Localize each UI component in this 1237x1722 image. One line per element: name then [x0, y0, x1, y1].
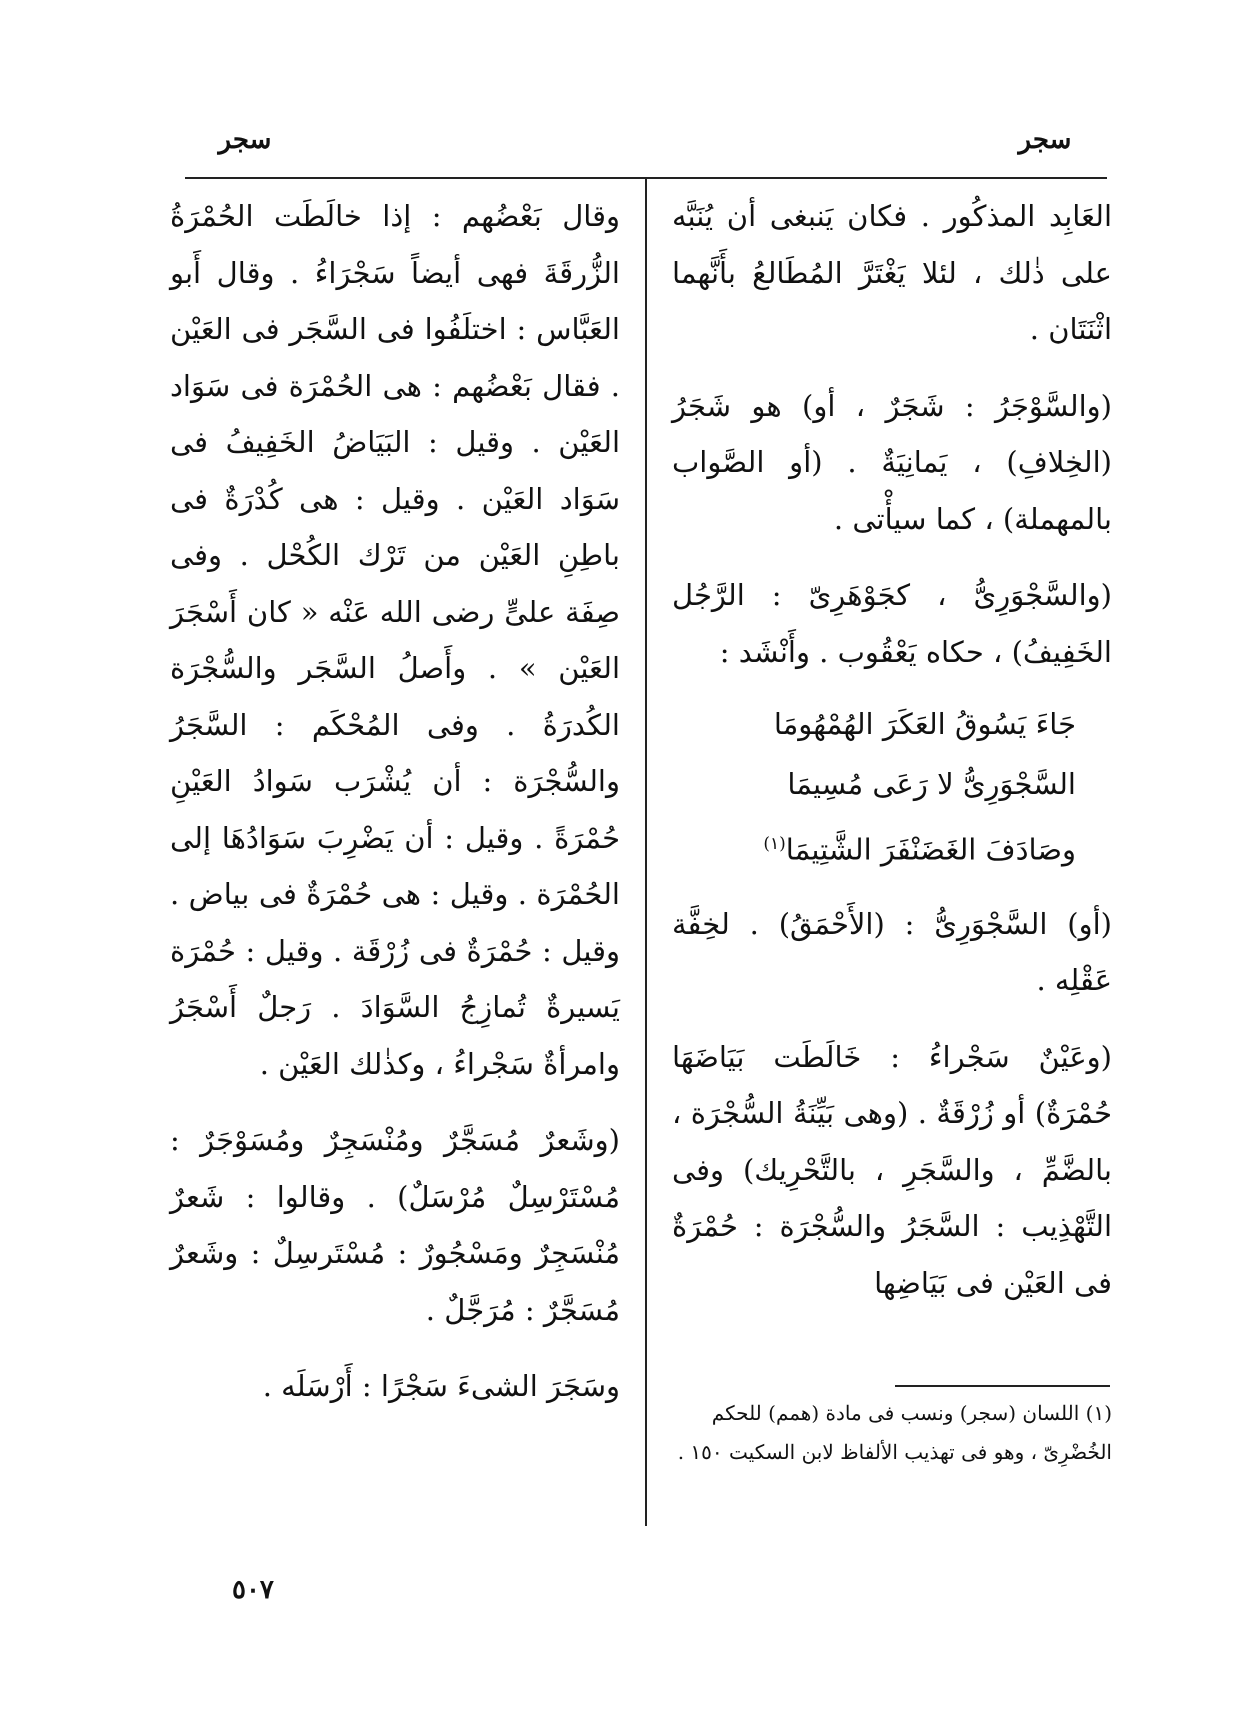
left-paragraph-2: (وشَعرٌ مُسَجَّرٌ ومُنْسَجِرٌ ومُسَوْجَرٌ : مُسْتَرْسِلٌ مُرْسَلٌ) . وقالوا : شَعرٌ مُنْسَجِرٌ ومَسْجُورٌ : مُسْتَرسِلٌ : وشَعرٌ مُسَجَّرٌ : مُرَجَّلٌ . [170, 1123, 620, 1327]
right-paragraph-3: (والسَّجْوَرِىُّ ، كجَوْهَرِىّ : الرَّجُل الخَفِيفُ) ، حكاه يَعْقُوب . وأَنْشَد : [672, 578, 1112, 669]
verse-line-3-text: وصَادَفَ الغَضَنْفَرَ الشَّتِيمَا [785, 832, 1076, 867]
footnote-rule [895, 1385, 1110, 1387]
left-paragraph-3: وسَجَرَ الشىءَ سَجْرًا : أَرْسَلَه . [262, 1369, 620, 1403]
right-paragraph-1: العَابِد المذكُور . فكان يَنبغى أن يُنَبَّه على ذٰلك ، لئلا يَغْتَرَّ المُطَالعُ بأَنَّهما اثْنَتَان . [672, 199, 1112, 346]
footnote: (١) اللسان (سجر) ونسب فى مادة (همم) للحكم الخُضْرِىّ ، وهو فى تهذيب الألفاظ لابن السكيت ١٥٠ . [677, 1401, 1112, 1464]
right-column [672, 188, 1112, 1311]
verse-line-1: جَاءَ يَسُوقُ العَكَرَ الهُمْهُومَا [773, 707, 1076, 741]
right-paragraph-5: (وعَيْنٌ سَجْراءُ : خَالَطَت بَيَاضَهَا حُمْرَةٌ) أو زُرْقَةٌ . (وهى بَيِّنَةُ السُّجْرَة ، بالضَّمِّ ، والسَّجَرِ ، بالتَّحْرِيك) وفى التَّهْذِيب : السَّجَرُ والسُّجْرَة : حُمْرَةٌ فى العَيْن فى بَيَاضِها [672, 1039, 1112, 1300]
right-paragraph-2: (والسَّوْجَرُ : شَجَرٌ ، أو) هو شَجَرُ (الخِلافِ) ، يَمانِيَةٌ . (أو الصَّواب بالمهملة) ، كما سيأْتى . [672, 388, 1112, 536]
running-head-right: سجر [1018, 125, 1072, 155]
right-paragraph-4: (أو) السَّجْوَرِىُّ : (الأَحْمَقُ) . لخِفَّة عَقْلِه . [672, 906, 1112, 998]
left-paragraph-1: وقال بَعْضُهم : إذا خالَطَت الحُمْرَةُ الزُّرقَةَ فهى أيضاً سَجْرَاءُ . وقال أَبو العَبَّاس : اختلَفُوا فى السَّجَر فى العَيْن . فقال بَعْضُهم : هى الحُمْرَة فى سَوَاد العَيْن . وقيل : البَيَاضُ الخَفِيفُ فى سَوَاد العَيْن . وقيل : هى كُدْرَةٌ فى باطِنِ العَيْن من تَرْك الكُحْل . وفى صِفَة علىٍّ رضى الله عَنْه « كان أَسْجَرَ العَيْن » . وأَصلُ السَّجَر والسُّجْرَة الكُدرَةُ . وفى المُحْكَم : السَّجَرُ والسُّجْرَة : أن يُشْرَب سَوادُ العَيْنِ حُمْرَةً . وقيل : أن يَضْرِبَ سَوَادُهَا إلى الحُمْرَة . وقيل : هى حُمْرَةٌ فى بياض . وقيل : حُمْرَةٌ فى زُرْقَة . وقيل : حُمْرَة يَسيرةٌ تُمازِجُ السَّوَادَ . رَجلٌ أَسْجَرُ وامرأةٌ سَجْراءُ ، وكذٰلك العَيْن . [170, 199, 620, 1081]
footnote-marker: (١) [763, 834, 786, 854]
verse-line-2: السَّجْوَرِىُّ لا رَعَى مُسِيمَا [787, 767, 1076, 801]
page-number: ٥٠٧ [232, 1575, 274, 1605]
column-divider [645, 179, 647, 1526]
verse-line-3 [672, 814, 1076, 880]
left-column [170, 188, 620, 1415]
running-head-left: سجر [218, 125, 272, 155]
verse-block [672, 694, 1112, 880]
